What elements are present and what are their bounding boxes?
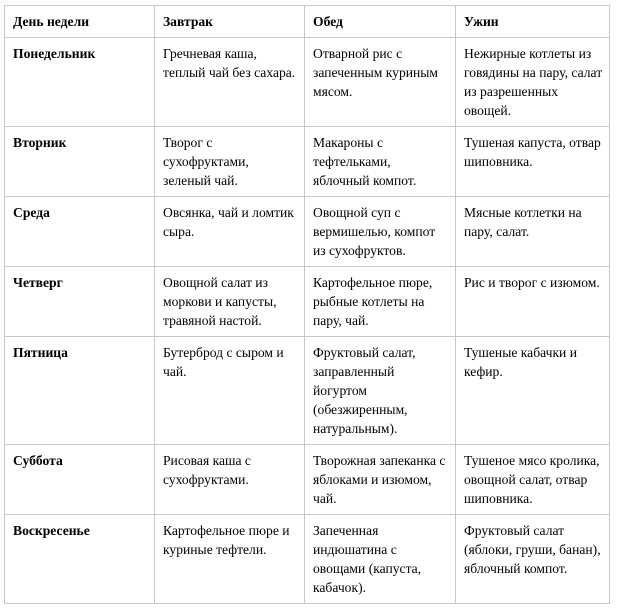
table-row bbox=[5, 515, 610, 604]
lunch-cell: Запеченная индюшатина с овощами (капуста, кабачок). bbox=[305, 515, 456, 604]
dinner-cell: Тушеное мясо кролика, овощной салат, отвар шиповника. bbox=[456, 445, 610, 515]
dinner-cell: Рис и творог с изюмом. bbox=[456, 267, 610, 337]
breakfast-cell: Картофельное пюре и куриные тефтели. bbox=[155, 515, 305, 604]
day-cell: Понедельник bbox=[5, 38, 155, 127]
lunch-cell: Овощной суп с вермишелью, компот из сухофруктов. bbox=[305, 197, 456, 267]
lunch-cell: Творожная запеканка с яблоками и изюмом, чай. bbox=[305, 445, 456, 515]
header-lunch: Обед bbox=[305, 6, 456, 38]
dinner-cell: Тушеная капуста, отвар шиповника. bbox=[456, 127, 610, 197]
table-row bbox=[5, 267, 610, 337]
breakfast-cell: Творог с сухофруктами, зеленый чай. bbox=[155, 127, 305, 197]
table-row bbox=[5, 445, 610, 515]
lunch-cell: Фруктовый салат, заправленный йогуртом (обезжиренным, натуральным). bbox=[305, 337, 456, 445]
dinner-cell: Мясные котлетки на пару, салат. bbox=[456, 197, 610, 267]
breakfast-cell: Бутерброд с сыром и чай. bbox=[155, 337, 305, 445]
day-cell: Вторник bbox=[5, 127, 155, 197]
header-dinner: Ужин bbox=[456, 6, 610, 38]
dinner-cell: Фруктовый салат (яблоки, груши, банан), яблочный компот. bbox=[456, 515, 610, 604]
day-cell: Воскресенье bbox=[5, 515, 155, 604]
breakfast-cell: Рисовая каша с сухофруктами. bbox=[155, 445, 305, 515]
header-row bbox=[5, 6, 610, 38]
lunch-cell: Отварной рис с запеченным куриным мясом. bbox=[305, 38, 456, 127]
dinner-cell: Нежирные котлеты из говядины на пару, салат из разрешенных овощей. bbox=[456, 38, 610, 127]
day-cell: Среда bbox=[5, 197, 155, 267]
header-day: День недели bbox=[5, 6, 155, 38]
lunch-cell: Картофельное пюре, рыбные котлеты на пару, чай. bbox=[305, 267, 456, 337]
day-cell: Суббота bbox=[5, 445, 155, 515]
table-row bbox=[5, 197, 610, 267]
dinner-cell: Тушеные кабачки и кефир. bbox=[456, 337, 610, 445]
breakfast-cell: Овсянка, чай и ломтик сыра. bbox=[155, 197, 305, 267]
day-cell: Четверг bbox=[5, 267, 155, 337]
lunch-cell: Макароны с тефтельками, яблочный компот. bbox=[305, 127, 456, 197]
table-header bbox=[5, 6, 610, 38]
table-row bbox=[5, 337, 610, 445]
breakfast-cell: Гречневая каша, теплый чай без сахара. bbox=[155, 38, 305, 127]
weekly-meal-plan-table bbox=[4, 5, 610, 604]
day-cell: Пятница bbox=[5, 337, 155, 445]
table-row bbox=[5, 38, 610, 127]
table-row bbox=[5, 127, 610, 197]
header-breakfast: Завтрак bbox=[155, 6, 305, 38]
table-body bbox=[5, 38, 610, 604]
breakfast-cell: Овощной салат из моркови и капусты, травяной настой. bbox=[155, 267, 305, 337]
